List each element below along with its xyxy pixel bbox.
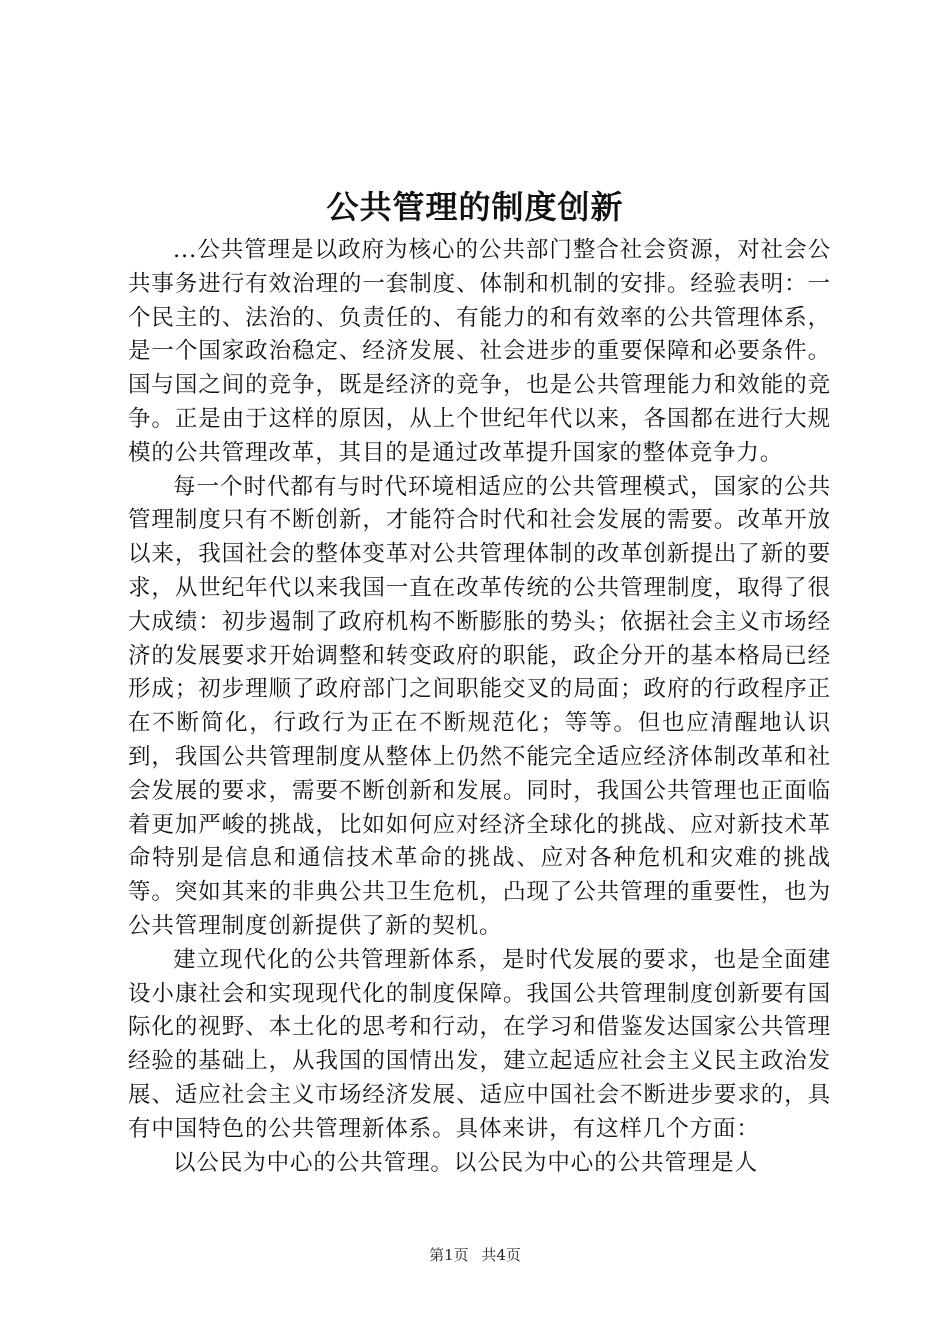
paragraph-2: 每一个时代都有与时代环境相适应的公共管理模式，国家的公共管理制度只有不断创新，才能符合时代和社会发展的需要。改革开放以来，我国社会的整体变革对公共管理体制的改革创新提出了新的要求，从世纪年代以来我国一直在改革传统的公共管理制度，取得了很大成绩：初步遏制了政府机构不断膨胀的势头；依据社会主义市场经济的发展要求开始调整和转变政府的职能，政企分开的基本格局已经形成；初步理顺了政府部门之间职能交叉的局面；政府的行政程序正在不断简化，行政行为正在不断规范化；等等。但也应清醒地认识到，我国公共管理制度从整体上仍然不能完全适应经济体制改革和社会发展的要求，需要不断创新和发展。同时，我国公共管理也正面临着更加严峻的挑战，比如如何应对经济全球化的挑战、应对新技术革命特别是信息和通信技术革命的挑战、应对各种危机和灾难的挑战等。突如其来的非典公共卫生危机，凸现了公共管理的重要性，也为公共管理制度创新提供了新的契机。 xyxy=(128,473,831,939)
paragraph-3: 建立现代化的公共管理新体系，是时代发展的要求，也是全面建设小康社会和实现现代化的制度保障。我国公共管理制度创新要有国际化的视野、本土化的思考和行动，在学习和借鉴发达国家公共管理经验的基础上，从我国的国情出发，建立起适应社会主义民主政治发展、适应社会主义市场经济发展、适应中国社会不断进步要求的，具有中国特色的公共管理新体系。具体来讲，有这样几个方面： xyxy=(128,946,831,1142)
document-title: 公共管理的制度创新 xyxy=(326,188,624,226)
document-body xyxy=(128,234,831,1180)
paragraph-4: 以公民为中心的公共管理。以公民为中心的公共管理是人 xyxy=(173,1149,759,1176)
page-total: 共4页 xyxy=(481,1246,521,1264)
page-footer xyxy=(0,1244,950,1266)
paragraph-1: ...公共管理是以政府为核心的公共部门整合社会资源，对社会公共事务进行有效治理的一套制度、体制和机制的安排。经验表明：一个民主的、法治的、负责任的、有能力的和有效率的公共管理体系，是一个国家政治稳定、经济发展、社会进步的重要保障和必要条件。国与国之间的竞争，既是经济的竞争，也是公共管理能力和效能的竞争。正是由于这样的原因，从上个世纪年代以来，各国都在进行大规模的公共管理改革，其目的是通过改革提升国家的整体竞争力。 xyxy=(128,237,831,466)
page-number: 第1页 xyxy=(429,1246,469,1264)
